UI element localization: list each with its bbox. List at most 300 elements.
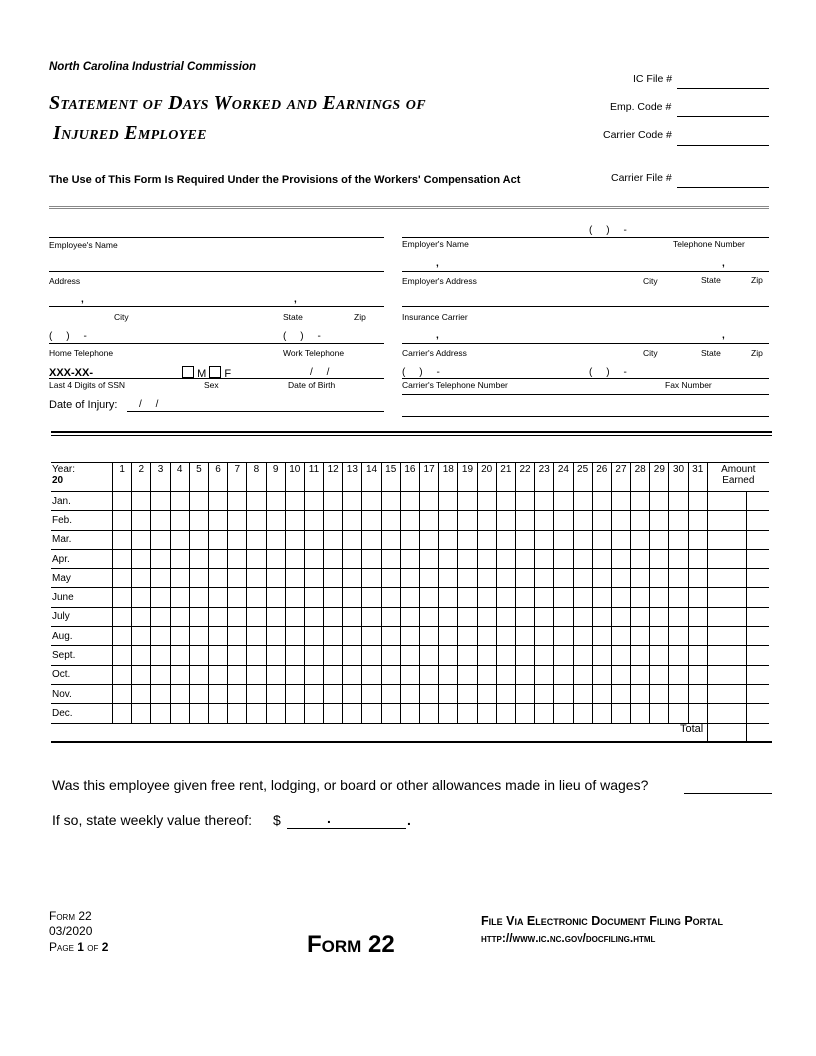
day-cell[interactable] — [458, 607, 477, 626]
day-cell[interactable] — [554, 627, 573, 646]
day-cell[interactable] — [228, 492, 247, 511]
day-cell[interactable] — [324, 607, 343, 626]
day-cell[interactable] — [650, 646, 669, 665]
day-cell[interactable] — [266, 704, 285, 723]
day-cell[interactable] — [515, 646, 534, 665]
carrier-address-field[interactable] — [402, 343, 769, 344]
day-cell[interactable] — [688, 530, 707, 549]
day-cell[interactable] — [285, 492, 304, 511]
day-cell[interactable] — [688, 646, 707, 665]
day-cell[interactable] — [554, 492, 573, 511]
day-cell[interactable] — [631, 549, 650, 568]
day-cell[interactable] — [400, 704, 419, 723]
day-cell[interactable] — [439, 684, 458, 703]
day-cell[interactable] — [304, 665, 323, 684]
day-cell[interactable] — [515, 704, 534, 723]
day-cell[interactable] — [477, 665, 496, 684]
day-cell[interactable] — [151, 492, 170, 511]
day-cell[interactable] — [362, 588, 381, 607]
day-cell[interactable] — [170, 549, 189, 568]
day-cell[interactable] — [285, 704, 304, 723]
day-cell[interactable] — [189, 627, 208, 646]
day-cell[interactable] — [496, 704, 515, 723]
day-cell[interactable] — [285, 569, 304, 588]
day-cell[interactable] — [208, 549, 227, 568]
day-cell[interactable] — [189, 511, 208, 530]
day-cell[interactable] — [535, 492, 554, 511]
day-cell[interactable] — [113, 684, 132, 703]
employee-phone-field[interactable] — [49, 343, 384, 344]
day-cell[interactable] — [266, 646, 285, 665]
day-cell[interactable] — [554, 588, 573, 607]
day-cell[interactable] — [477, 492, 496, 511]
day-cell[interactable] — [458, 588, 477, 607]
day-cell[interactable] — [151, 511, 170, 530]
day-cell[interactable] — [669, 588, 688, 607]
day-cell[interactable] — [439, 569, 458, 588]
day-cell[interactable] — [688, 627, 707, 646]
day-cell[interactable] — [285, 627, 304, 646]
day-cell[interactable] — [151, 530, 170, 549]
day-cell[interactable] — [208, 665, 227, 684]
day-cell[interactable] — [170, 511, 189, 530]
day-cell[interactable] — [650, 530, 669, 549]
amount-cents-cell[interactable] — [746, 511, 769, 530]
day-cell[interactable] — [477, 569, 496, 588]
amount-dollars-cell[interactable] — [707, 549, 746, 568]
day-cell[interactable] — [304, 627, 323, 646]
day-cell[interactable] — [458, 646, 477, 665]
day-cell[interactable] — [400, 492, 419, 511]
day-cell[interactable] — [458, 569, 477, 588]
day-cell[interactable] — [458, 627, 477, 646]
day-cell[interactable] — [400, 684, 419, 703]
day-cell[interactable] — [535, 665, 554, 684]
day-cell[interactable] — [324, 511, 343, 530]
day-cell[interactable] — [496, 588, 515, 607]
day-cell[interactable] — [381, 549, 400, 568]
day-cell[interactable] — [113, 511, 132, 530]
day-cell[interactable] — [189, 607, 208, 626]
day-cell[interactable] — [535, 627, 554, 646]
day-cell[interactable] — [113, 607, 132, 626]
day-cell[interactable] — [631, 646, 650, 665]
day-cell[interactable] — [343, 627, 362, 646]
day-cell[interactable] — [477, 607, 496, 626]
day-cell[interactable] — [170, 646, 189, 665]
day-cell[interactable] — [439, 704, 458, 723]
day-cell[interactable] — [304, 607, 323, 626]
day-cell[interactable] — [477, 704, 496, 723]
day-cell[interactable] — [631, 511, 650, 530]
day-cell[interactable] — [228, 704, 247, 723]
day-cell[interactable] — [362, 569, 381, 588]
day-cell[interactable] — [592, 549, 611, 568]
day-cell[interactable] — [650, 684, 669, 703]
day-cell[interactable] — [515, 665, 534, 684]
amount-dollars-cell[interactable] — [707, 511, 746, 530]
day-cell[interactable] — [247, 511, 266, 530]
day-cell[interactable] — [170, 588, 189, 607]
employee-city-state-zip-field[interactable] — [49, 306, 384, 307]
day-cell[interactable] — [362, 684, 381, 703]
employee-name-field[interactable] — [49, 237, 384, 238]
day-cell[interactable] — [362, 607, 381, 626]
day-cell[interactable] — [400, 665, 419, 684]
day-cell[interactable] — [669, 530, 688, 549]
employer-name-field[interactable] — [402, 237, 769, 238]
day-cell[interactable] — [189, 549, 208, 568]
day-cell[interactable] — [189, 646, 208, 665]
amount-cents-cell[interactable] — [746, 569, 769, 588]
day-cell[interactable] — [381, 704, 400, 723]
day-cell[interactable] — [324, 627, 343, 646]
amount-dollars-cell[interactable] — [707, 569, 746, 588]
day-cell[interactable] — [228, 511, 247, 530]
day-cell[interactable] — [439, 607, 458, 626]
day-cell[interactable] — [400, 588, 419, 607]
day-cell[interactable] — [304, 530, 323, 549]
day-cell[interactable] — [151, 588, 170, 607]
day-cell[interactable] — [400, 646, 419, 665]
day-cell[interactable] — [151, 569, 170, 588]
day-cell[interactable] — [285, 607, 304, 626]
day-cell[interactable] — [592, 492, 611, 511]
amount-cents-cell[interactable] — [746, 607, 769, 626]
day-cell[interactable] — [535, 569, 554, 588]
day-cell[interactable] — [304, 704, 323, 723]
day-cell[interactable] — [343, 530, 362, 549]
day-cell[interactable] — [400, 549, 419, 568]
day-cell[interactable] — [631, 588, 650, 607]
allowances-answer-field[interactable] — [684, 793, 772, 794]
day-cell[interactable] — [515, 627, 534, 646]
day-cell[interactable] — [381, 588, 400, 607]
day-cell[interactable] — [324, 530, 343, 549]
day-cell[interactable] — [611, 530, 630, 549]
day-cell[interactable] — [631, 492, 650, 511]
day-cell[interactable] — [304, 646, 323, 665]
day-cell[interactable] — [343, 646, 362, 665]
day-cell[interactable] — [381, 511, 400, 530]
day-cell[interactable] — [631, 569, 650, 588]
day-cell[interactable] — [170, 569, 189, 588]
day-cell[interactable] — [132, 684, 151, 703]
amount-dollars-cell[interactable] — [707, 665, 746, 684]
day-cell[interactable] — [420, 627, 439, 646]
day-cell[interactable] — [496, 607, 515, 626]
day-cell[interactable] — [573, 530, 592, 549]
day-cell[interactable] — [266, 530, 285, 549]
day-cell[interactable] — [554, 549, 573, 568]
employer-address-field[interactable] — [402, 271, 769, 272]
day-cell[interactable] — [189, 588, 208, 607]
sex-f-checkbox[interactable] — [209, 366, 221, 378]
day-cell[interactable] — [477, 627, 496, 646]
day-cell[interactable] — [477, 646, 496, 665]
day-cell[interactable] — [477, 511, 496, 530]
day-cell[interactable] — [496, 492, 515, 511]
amount-cents-cell[interactable] — [746, 530, 769, 549]
day-cell[interactable] — [554, 607, 573, 626]
day-cell[interactable] — [343, 511, 362, 530]
day-cell[interactable] — [132, 530, 151, 549]
day-cell[interactable] — [631, 530, 650, 549]
day-cell[interactable] — [324, 549, 343, 568]
day-cell[interactable] — [266, 665, 285, 684]
day-cell[interactable] — [132, 588, 151, 607]
day-cell[interactable] — [113, 492, 132, 511]
day-cell[interactable] — [343, 549, 362, 568]
day-cell[interactable] — [132, 627, 151, 646]
day-cell[interactable] — [496, 530, 515, 549]
carrier-file-field[interactable] — [677, 187, 769, 188]
day-cell[interactable] — [343, 665, 362, 684]
day-cell[interactable] — [420, 569, 439, 588]
day-cell[interactable] — [208, 569, 227, 588]
day-cell[interactable] — [228, 665, 247, 684]
day-cell[interactable] — [611, 588, 630, 607]
day-cell[interactable] — [458, 492, 477, 511]
day-cell[interactable] — [611, 511, 630, 530]
day-cell[interactable] — [631, 684, 650, 703]
day-cell[interactable] — [208, 511, 227, 530]
day-cell[interactable] — [151, 549, 170, 568]
day-cell[interactable] — [266, 549, 285, 568]
day-cell[interactable] — [611, 684, 630, 703]
day-cell[interactable] — [650, 704, 669, 723]
day-cell[interactable] — [669, 492, 688, 511]
day-cell[interactable] — [228, 646, 247, 665]
amount-dollars-cell[interactable] — [707, 684, 746, 703]
day-cell[interactable] — [458, 530, 477, 549]
amount-cents-cell[interactable] — [746, 549, 769, 568]
day-cell[interactable] — [132, 511, 151, 530]
day-cell[interactable] — [611, 569, 630, 588]
amount-dollars-cell[interactable] — [707, 607, 746, 626]
day-cell[interactable] — [458, 665, 477, 684]
day-cell[interactable] — [650, 627, 669, 646]
day-cell[interactable] — [247, 684, 266, 703]
day-cell[interactable] — [631, 607, 650, 626]
day-cell[interactable] — [420, 530, 439, 549]
day-cell[interactable] — [650, 588, 669, 607]
day-cell[interactable] — [420, 511, 439, 530]
day-cell[interactable] — [304, 588, 323, 607]
ssn-sex-dob-field[interactable] — [49, 378, 384, 379]
day-cell[interactable] — [362, 665, 381, 684]
day-cell[interactable] — [324, 492, 343, 511]
day-cell[interactable] — [592, 665, 611, 684]
day-cell[interactable] — [688, 607, 707, 626]
day-cell[interactable] — [208, 492, 227, 511]
day-cell[interactable] — [324, 665, 343, 684]
day-cell[interactable] — [611, 492, 630, 511]
day-cell[interactable] — [247, 704, 266, 723]
carrier-extra-field-1[interactable] — [402, 394, 769, 395]
day-cell[interactable] — [266, 492, 285, 511]
carrier-extra-field-2[interactable] — [402, 416, 769, 417]
day-cell[interactable] — [515, 684, 534, 703]
day-cell[interactable] — [285, 684, 304, 703]
day-cell[interactable] — [535, 530, 554, 549]
day-cell[interactable] — [151, 665, 170, 684]
day-cell[interactable] — [496, 549, 515, 568]
sex-m-checkbox[interactable] — [182, 366, 194, 378]
day-cell[interactable] — [669, 704, 688, 723]
day-cell[interactable] — [247, 646, 266, 665]
day-cell[interactable] — [381, 492, 400, 511]
day-cell[interactable] — [189, 569, 208, 588]
day-cell[interactable] — [669, 627, 688, 646]
day-cell[interactable] — [208, 530, 227, 549]
day-cell[interactable] — [496, 627, 515, 646]
day-cell[interactable] — [650, 607, 669, 626]
day-cell[interactable] — [189, 492, 208, 511]
day-cell[interactable] — [189, 530, 208, 549]
day-cell[interactable] — [650, 492, 669, 511]
day-cell[interactable] — [688, 511, 707, 530]
day-cell[interactable] — [669, 607, 688, 626]
day-cell[interactable] — [496, 665, 515, 684]
amount-cents-cell[interactable] — [746, 704, 769, 723]
day-cell[interactable] — [496, 511, 515, 530]
day-cell[interactable] — [535, 511, 554, 530]
day-cell[interactable] — [573, 646, 592, 665]
day-cell[interactable] — [343, 704, 362, 723]
day-cell[interactable] — [458, 511, 477, 530]
day-cell[interactable] — [611, 704, 630, 723]
day-cell[interactable] — [592, 511, 611, 530]
weekly-value-field[interactable] — [287, 828, 406, 829]
day-cell[interactable] — [535, 607, 554, 626]
day-cell[interactable] — [592, 684, 611, 703]
day-cell[interactable] — [650, 665, 669, 684]
day-cell[interactable] — [439, 646, 458, 665]
amount-dollars-cell[interactable] — [707, 627, 746, 646]
day-cell[interactable] — [515, 492, 534, 511]
day-cell[interactable] — [439, 627, 458, 646]
day-cell[interactable] — [631, 704, 650, 723]
day-cell[interactable] — [343, 684, 362, 703]
day-cell[interactable] — [554, 530, 573, 549]
day-cell[interactable] — [573, 627, 592, 646]
day-cell[interactable] — [362, 511, 381, 530]
day-cell[interactable] — [573, 569, 592, 588]
day-cell[interactable] — [151, 646, 170, 665]
day-cell[interactable] — [304, 492, 323, 511]
day-cell[interactable] — [535, 646, 554, 665]
day-cell[interactable] — [631, 627, 650, 646]
year-cell[interactable] — [51, 463, 113, 492]
amount-cents-cell[interactable] — [746, 665, 769, 684]
day-cell[interactable] — [400, 511, 419, 530]
day-cell[interactable] — [381, 607, 400, 626]
total-cents-cell[interactable] — [746, 723, 769, 742]
day-cell[interactable] — [688, 684, 707, 703]
day-cell[interactable] — [113, 530, 132, 549]
day-cell[interactable] — [554, 684, 573, 703]
day-cell[interactable] — [554, 665, 573, 684]
day-cell[interactable] — [400, 607, 419, 626]
day-cell[interactable] — [439, 492, 458, 511]
day-cell[interactable] — [592, 627, 611, 646]
ic-file-field[interactable] — [677, 88, 769, 89]
day-cell[interactable] — [554, 569, 573, 588]
day-cell[interactable] — [477, 588, 496, 607]
day-cell[interactable] — [496, 684, 515, 703]
day-cell[interactable] — [362, 627, 381, 646]
day-cell[interactable] — [343, 569, 362, 588]
day-cell[interactable] — [669, 684, 688, 703]
day-cell[interactable] — [170, 607, 189, 626]
day-cell[interactable] — [611, 665, 630, 684]
day-cell[interactable] — [362, 646, 381, 665]
day-cell[interactable] — [343, 588, 362, 607]
day-cell[interactable] — [458, 704, 477, 723]
day-cell[interactable] — [611, 627, 630, 646]
day-cell[interactable] — [362, 530, 381, 549]
day-cell[interactable] — [669, 511, 688, 530]
day-cell[interactable] — [113, 704, 132, 723]
day-cell[interactable] — [515, 607, 534, 626]
day-cell[interactable] — [400, 569, 419, 588]
day-cell[interactable] — [688, 492, 707, 511]
day-cell[interactable] — [496, 569, 515, 588]
day-cell[interactable] — [573, 684, 592, 703]
day-cell[interactable] — [592, 646, 611, 665]
day-cell[interactable] — [381, 530, 400, 549]
day-cell[interactable] — [151, 627, 170, 646]
day-cell[interactable] — [170, 684, 189, 703]
day-cell[interactable] — [439, 530, 458, 549]
day-cell[interactable] — [113, 569, 132, 588]
day-cell[interactable] — [381, 665, 400, 684]
amount-dollars-cell[interactable] — [707, 646, 746, 665]
day-cell[interactable] — [266, 684, 285, 703]
day-cell[interactable] — [515, 549, 534, 568]
day-cell[interactable] — [688, 549, 707, 568]
day-cell[interactable] — [381, 646, 400, 665]
day-cell[interactable] — [611, 646, 630, 665]
day-cell[interactable] — [324, 588, 343, 607]
day-cell[interactable] — [324, 684, 343, 703]
day-cell[interactable] — [669, 665, 688, 684]
day-cell[interactable] — [247, 627, 266, 646]
day-cell[interactable] — [228, 684, 247, 703]
day-cell[interactable] — [420, 588, 439, 607]
day-cell[interactable] — [477, 530, 496, 549]
day-cell[interactable] — [496, 646, 515, 665]
day-cell[interactable] — [592, 588, 611, 607]
day-cell[interactable] — [515, 569, 534, 588]
day-cell[interactable] — [650, 511, 669, 530]
day-cell[interactable] — [362, 704, 381, 723]
amount-cents-cell[interactable] — [746, 588, 769, 607]
day-cell[interactable] — [247, 588, 266, 607]
emp-code-field[interactable] — [677, 116, 769, 117]
amount-dollars-cell[interactable] — [707, 588, 746, 607]
day-cell[interactable] — [573, 704, 592, 723]
day-cell[interactable] — [477, 684, 496, 703]
day-cell[interactable] — [151, 704, 170, 723]
day-cell[interactable] — [170, 704, 189, 723]
day-cell[interactable] — [247, 530, 266, 549]
day-cell[interactable] — [208, 627, 227, 646]
day-cell[interactable] — [151, 684, 170, 703]
day-cell[interactable] — [208, 704, 227, 723]
day-cell[interactable] — [688, 588, 707, 607]
